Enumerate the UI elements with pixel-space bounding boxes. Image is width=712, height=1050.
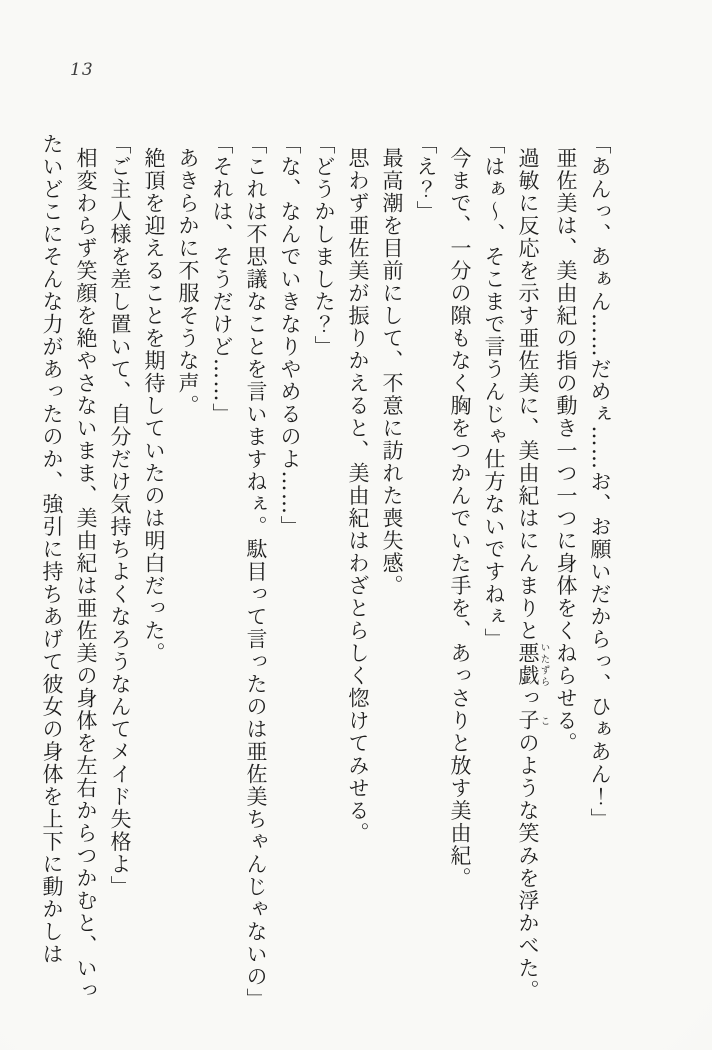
text-paragraph-narration: 亜佐美は、美由紀の指の動き一つ一つに身体をくねらせる。 bbox=[554, 146, 578, 755]
text-paragraph-narration: 思わず亜佐美が振りかえると、美由紀はわざとらしく惚けてみせる。 bbox=[346, 146, 370, 845]
vertical-text-block bbox=[39, 133, 617, 1013]
text-paragraph-dialogue: 「ご主人様を差し置いて、自分だけ気持ちよくなろうなんてメイド失格よ」 bbox=[108, 133, 132, 898]
ruby-annotated-word: 悪戯いたずら bbox=[516, 641, 550, 687]
text-paragraph-dialogue: 「え？」 bbox=[414, 133, 438, 223]
text-paragraph-narration: 今まで、一分の隙もなく胸をつかんでいた手を、あっさりと放す美由紀。 bbox=[448, 146, 472, 890]
text-paragraph-narration: あきらかに不服そうな声。 bbox=[176, 146, 200, 417]
furigana: いたずら bbox=[538, 641, 550, 687]
text-paragraph-narration: 最高潮を目前にして、不意に訪れた喪失感。 bbox=[380, 146, 404, 597]
text-paragraph-dialogue: 「はぁ～、そこまで言うんじゃ仕方ないですねぇ」 bbox=[482, 133, 506, 651]
text-paragraph-dialogue: 「あんっ、あぁん……だめぇ……お、お願いだからっ、ひぁあん！」 bbox=[588, 133, 612, 831]
text-paragraph-narration: 絶頂を迎えることを期待していたのは明白だった。 bbox=[142, 146, 166, 665]
furigana: こ bbox=[538, 709, 550, 732]
text-paragraph-narration: 過敏に反応を示す亜佐美に、美由紀はにんまりと悪戯いたずらっ子このような笑みを浮かべた。 bbox=[516, 146, 550, 1002]
text-paragraph-dialogue: 「これは不思議なことを言いますねぇ。駄目って言ったのは亜佐美ちゃんじゃないの」 bbox=[244, 133, 268, 1011]
text-paragraph-narration: 相変わらず笑顔を絶やさないまま、美由紀は亜佐美の身体を左右からつかむと、いったいどこにそんな力があったのか、強引に持ちあげて彼女の身体を上下に動かしは bbox=[40, 133, 98, 1002]
text-paragraph-dialogue: 「な、なんでいきなりやめるのよ……」 bbox=[278, 133, 302, 538]
ruby-annotated-word: 子こ bbox=[516, 709, 550, 732]
text-paragraph-dialogue: 「それは、そうだけど……」 bbox=[210, 133, 234, 426]
text-paragraph-dialogue: 「どうかしました？」 bbox=[312, 133, 336, 358]
page-number: 13 bbox=[70, 60, 94, 80]
